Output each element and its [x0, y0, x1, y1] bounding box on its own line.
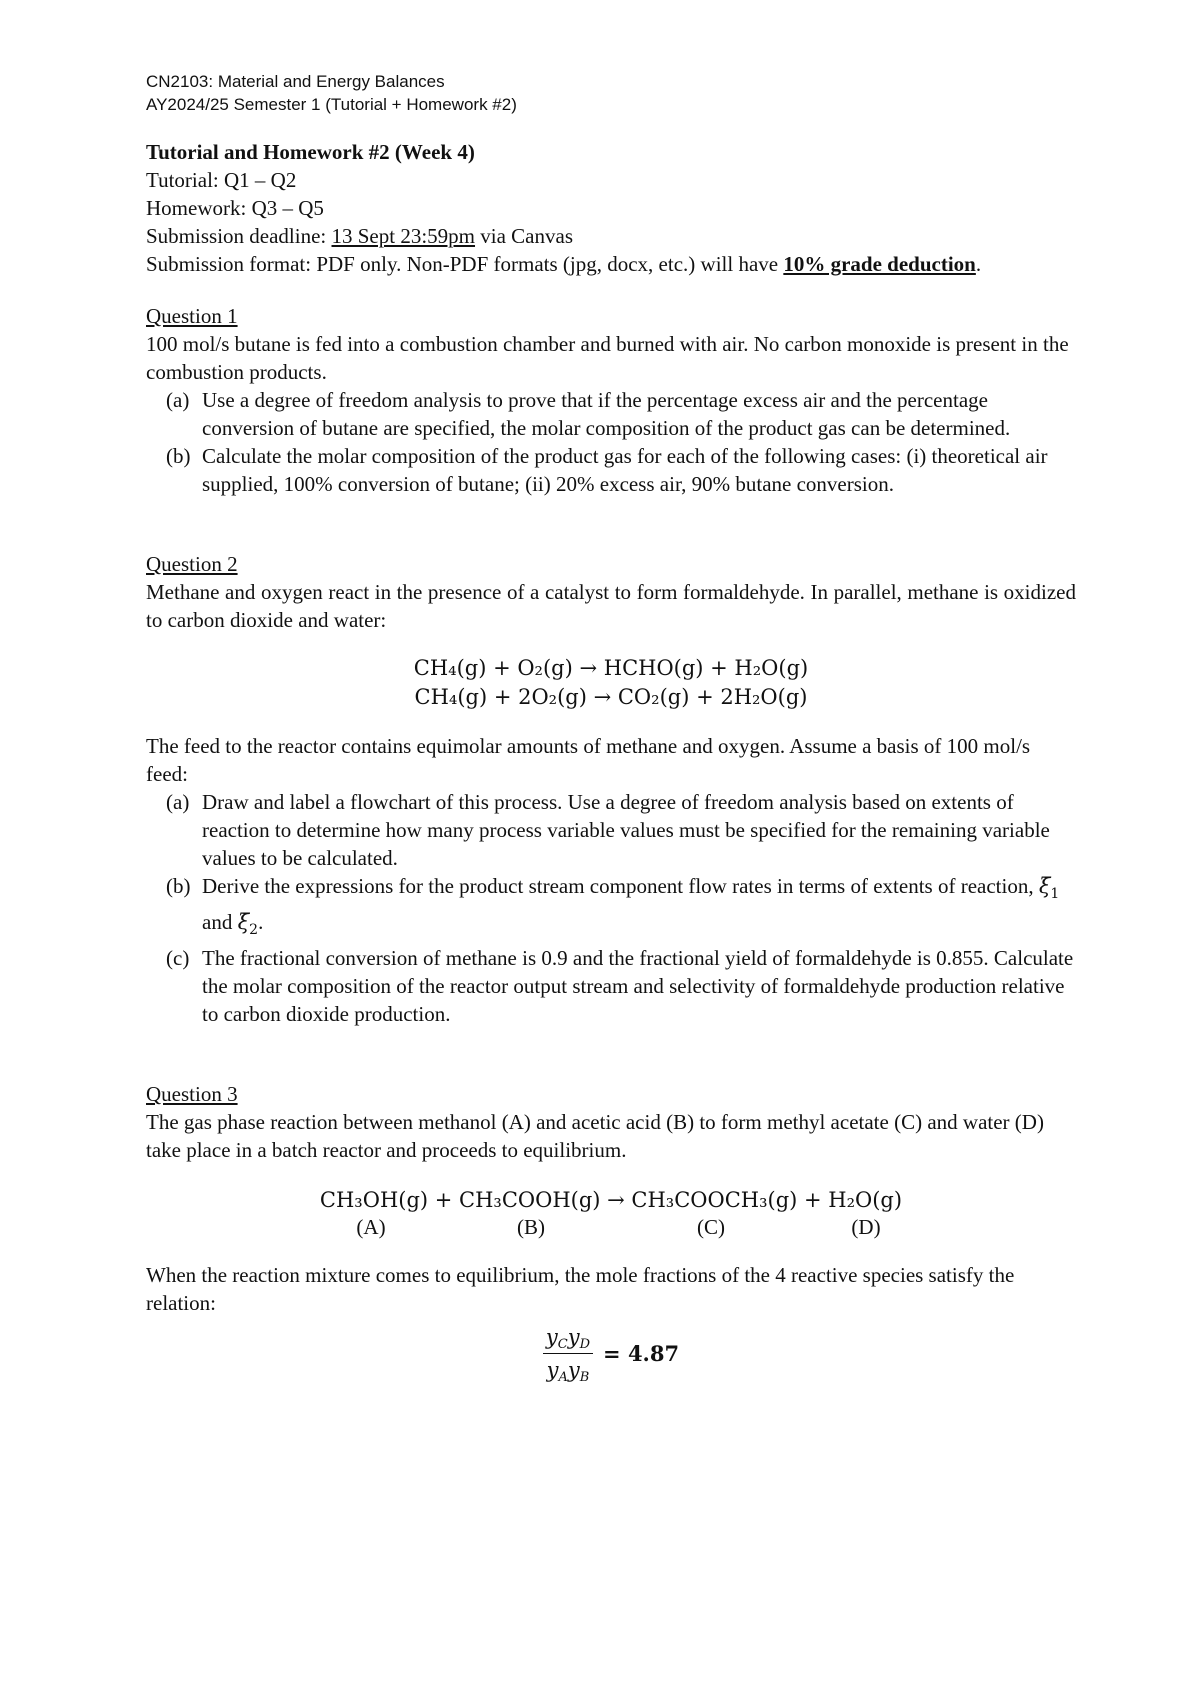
equilibrium-value: = 4.87: [603, 1340, 680, 1366]
extent-xi-2: $\xi̇_2$: [237, 910, 259, 939]
format-suffix: .: [975, 252, 982, 276]
question-1-part-b: [146, 442, 1076, 498]
reaction-equation-3: CH₃OH(g) + CH₃COOH(g) → CH₃COOCH₃(g) + H₂O(g): [319, 1188, 903, 1213]
semester-line: AY2024/25 Semester 1 (Tutorial + Homework #2): [146, 95, 517, 114]
question-1-parts: [146, 386, 1076, 498]
question-3-text: The gas phase reaction between methanol (A) and acetic acid (B) to form methyl acetate (C) and water (D) take place in a batch reactor and proceeds to equilibrium.: [146, 1110, 1044, 1163]
deadline-line: [146, 222, 1076, 250]
question-2-part-a: [146, 788, 1076, 872]
format-prefix: Submission format: PDF only. Non-PDF formats (jpg, docx, etc.) will have: [146, 252, 784, 276]
question-2-text: Methane and oxygen react in the presence of a catalyst to form formaldehyde. In parallel, methane is oxidized to carbon dioxide and water:: [146, 580, 1076, 632]
part-end: .: [258, 910, 264, 935]
equilibrium-relation: [146, 1323, 1076, 1384]
species-labels: [146, 1215, 1076, 1239]
homework-line: Homework: Q3 – Q5: [146, 196, 324, 220]
part-marker: (b): [166, 444, 191, 468]
tutorial-line: Tutorial: Q1 – Q2: [146, 168, 297, 192]
species-label-a: (A): [356, 1215, 386, 1240]
part-text: Calculate the molar composition of the product gas for each of the following cases: (i) theoretical air supplied, 100% conversion of butane; (ii) 20% excess air, 90% butane conversion.: [202, 444, 1048, 496]
species-label-c: (C): [697, 1215, 725, 1240]
question-1-heading: Question 1: [146, 304, 238, 328]
question-2-part-c: [146, 944, 1076, 1028]
question-2: [146, 550, 1076, 1028]
question-2-heading: Question 2: [146, 552, 238, 576]
question-3: [146, 1080, 1076, 1384]
question-3-heading: Question 3: [146, 1082, 238, 1107]
xi-symbol: ξ̇: [237, 910, 250, 935]
extent-xi-1: $\xi̇_1$: [1038, 874, 1060, 903]
species-label-d: (D): [851, 1215, 881, 1240]
xi-symbol: ξ̇: [1038, 874, 1051, 898]
format-emphasis: 10% grade deduction: [783, 252, 976, 276]
mole-fraction-ratio: [543, 1323, 593, 1384]
format-line: [146, 250, 1076, 278]
course-line: CN2103: Material and Energy Balances: [146, 72, 445, 91]
intro-section: [146, 138, 1076, 278]
part-marker: (a): [166, 790, 190, 814]
deadline-prefix: Submission deadline:: [146, 224, 332, 248]
and-text: and: [202, 910, 238, 935]
part-marker: (b): [166, 874, 191, 898]
species-label-b: (B): [517, 1215, 545, 1240]
part-text: The fractional conversion of methane is 0.9 and the fractional yield of formaldehyde is 0.855. Calculate the molar composition of the reactor output stream and selectivity of formaldehyde production relative to carbon dioxide production.: [202, 946, 1074, 1027]
reaction-equation-2: CH₄(g) + 2O₂(g) → CO₂(g) + 2H₂O(g): [414, 685, 808, 709]
part-marker: (c): [166, 946, 190, 971]
part-marker: (a): [166, 388, 190, 412]
question-1-part-a: [146, 386, 1076, 442]
question-2-text-2: The feed to the reactor contains equimolar amounts of methane and oxygen. Assume a basis of 100 mol/s feed:: [146, 734, 1031, 786]
document-page: [146, 70, 1076, 1384]
question-1-text: 100 mol/s butane is fed into a combustion chamber and burned with air. No carbon monoxide is present in the combustion products.: [146, 332, 1069, 384]
question-2-part-b: [146, 872, 1076, 944]
part-text: Use a degree of freedom analysis to prove that if the percentage excess air and the percentage conversion of butane are specified, the molar composition of the product gas can be determined.: [202, 388, 1011, 440]
question-3-text-2: When the reaction mixture comes to equilibrium, the mole fractions of the 4 reactive species satisfy the relation:: [146, 1263, 1015, 1316]
question-1: [146, 302, 1076, 498]
part-text: Draw and label a flowchart of this process. Use a degree of freedom analysis based on extents of reaction to determine how many process variable values must be specified for the remaining variable values to be calculated.: [202, 790, 1050, 870]
fraction-numerator: $y_Cy_D$: [543, 1323, 593, 1354]
part-text: Derive the expressions for the product stream component flow rates in terms of extents of reaction,: [202, 874, 1039, 898]
deadline-suffix: via Canvas: [475, 224, 573, 248]
question-2-parts: [146, 788, 1076, 1028]
page-title: Tutorial and Homework #2 (Week 4): [146, 140, 475, 164]
document-header: [146, 70, 1076, 116]
fraction-denominator: $y_Ay_B$: [546, 1358, 590, 1386]
reaction-equation-1: CH₄(g) + O₂(g) → HCHO(g) + H₂O(g): [413, 656, 809, 680]
deadline-value: 13 Sept 23:59pm: [331, 224, 476, 248]
